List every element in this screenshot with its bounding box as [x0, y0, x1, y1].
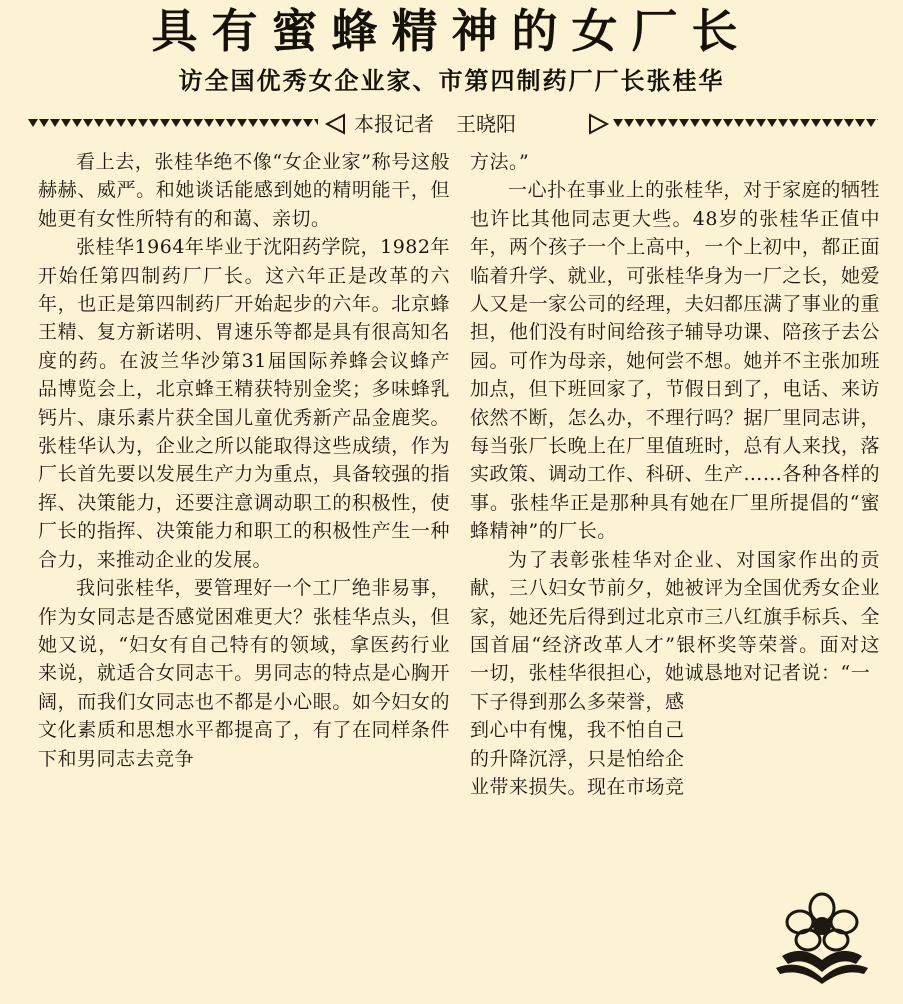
byline	[28, 110, 878, 140]
article-subtitle: 访全国优秀女企业家、市第四制药厂厂长张桂华	[178, 67, 725, 95]
short-line: 业带来损失。现在市场竞	[470, 775, 685, 798]
byline-prefix: 本报记者	[354, 112, 434, 136]
paragraph: 我问张桂华，要管理好一个工厂绝非易事，作为女同志是否感觉困难更大？张桂华点头，但她又说，“妇女有自己特有的领域，拿医药行业来说，就适合女同志干。男同志的特点是心胸开阔，而我们女同志也不都是小心眼。如今妇女的文化素质和思想水平都提高了，有了在同样条件下和男同志去竞争	[38, 577, 450, 770]
paragraph-continuation: 方法。”	[470, 151, 530, 173]
short-line: 的升降沉浮，只是怕给企	[470, 747, 685, 770]
column-left	[38, 148, 450, 773]
reporter-name: 王晓阳	[456, 112, 516, 136]
paragraph-tail	[470, 688, 880, 802]
right-triangle-marker-icon	[588, 113, 610, 135]
right-ornament-band-icon	[613, 116, 878, 130]
article-title: 具有蜜蜂精神的女厂长	[151, 4, 752, 58]
flower-emblem-icon	[772, 886, 872, 986]
left-ornament-band-icon	[28, 116, 318, 130]
paragraph: 张桂华1964年毕业于沈阳药学院，1982年开始任第四制药厂厂长。这六年正是改革的六年，也正是第四制药厂开始起步的六年。北京蜂王精、复方新诺明、胃速乐等都是具有很高知名度的药。在波兰华沙第31届国际养蜂会议蜂产品博览会上，北京蜂王精获特别金奖；多味蜂乳钙片、康乐素片获全国儿童优秀新产品金鹿奖。张桂华认为，企业之所以能取得这些成绩，作为厂长首先要以发展生产力为重点，具备较强的指挥、决策能力，还要注意调动职工的积极性，使厂长的指挥、决策能力和职工的积极性产生一种合力，来推动企业的发展。	[38, 236, 450, 571]
short-line: 下子得到那么多荣誉，感	[470, 690, 685, 713]
column-right	[470, 148, 880, 801]
paragraph: 看上去，张桂华绝不像“女企业家”称号这般赫赫、威严。和她谈话能感到她的精明能干，但她更有女性所特有的和蔼、亲切。	[38, 151, 450, 230]
left-triangle-marker-icon	[324, 113, 346, 135]
paragraph: 一心扑在事业上的张桂华，对于家庭的牺牲也许比其他同志更大些。48岁的张桂华正值中年，两个孩子一个上高中，一个上初中，都正面临着升学、就业，可张桂华身为一厂之长，她爱人又是一家公司的经理，夫妇都压满了事业的重担，他们没有时间给孩子辅导功课、陪孩子去公园。可作为母亲，她何尝不想。她并不主张加班加点，但下班回家了，节假日到了，电话、来访依然不断，怎么办，不理行吗？据厂里同志讲，每当张厂长晚上在厂里值班时，总有人来找，落实政策、调动工作、科研、生产……各种各样的事。张桂华正是那种具有她在厂里所提倡的“蜜蜂精神”的厂长。	[470, 179, 880, 543]
short-line: 到心中有愧，我不怕自己	[470, 719, 685, 742]
paragraph: 为了表彰张桂华对企业、对国家作出的贡献，三八妇女节前夕，她被评为全国优秀女企业家，她还先后得到过北京市三八红旗手标兵、全国首届“经济改革人才”银杯奖等荣誉。面对这一切，张桂华很担心，她诚恳地对记者说：“一	[470, 548, 880, 685]
